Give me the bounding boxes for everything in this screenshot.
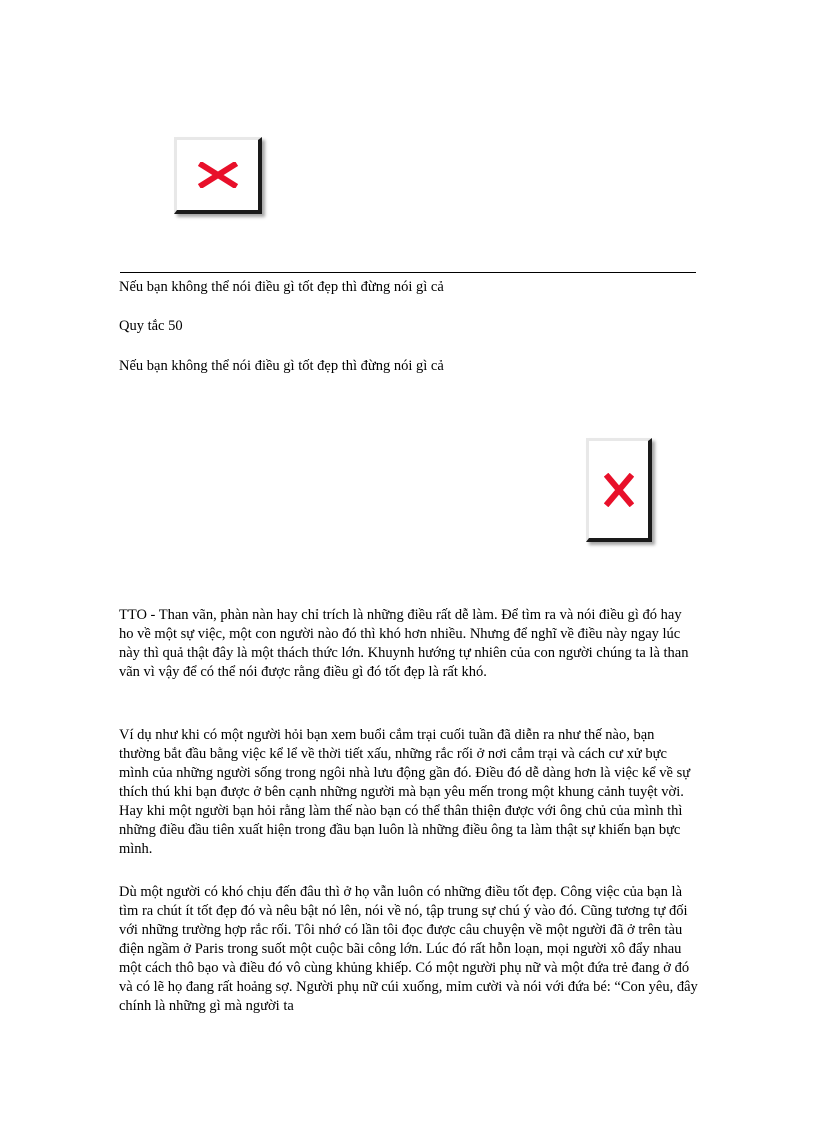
rule-title: Nếu bạn không thể nói điều gì tốt đẹp thì đừng nói gì cả	[119, 358, 444, 374]
paragraph-example	[119, 726, 699, 859]
broken-image-placeholder-top	[174, 137, 262, 214]
paragraph-text: TTO - Than vãn, phàn nàn hay chỉ trích là những điều rất dễ làm. Để tìm ra và nói điều gì đó hay ho về một sự việc, một con người nào đó thì khó hơn nhiều. Nhưng để nghĩ về điều này ngay lúc này thì quả thật đây là một thách thức lớn. Khuynh hướng tự nhiên của con người chúng ta là than vãn vì vậy để có thể nói được rằng điều gì đó tốt đẹp là rất khó.	[119, 607, 689, 680]
rule-label: Quy tắc 50	[119, 318, 183, 334]
paragraph-text: Ví dụ như khi có một người hỏi bạn xem buổi cắm trại cuối tuần đã diễn ra như thế nào, bạn thường bắt đầu bằng việc kể lể về thời tiết xấu, những rắc rối ở nơi cắm trại và cách cư xử bực mình của những người sống trong ngôi nhà lưu động gần đó. Điều đó dễ dàng hơn là việc kể về sự thích thú khi bạn được ở bên cạnh những người mà bạn yêu mến trong một khung cảnh tuyệt vời. Hay khi một người bạn hỏi rằng làm thế nào bạn có thể thân thiện được với ông chủ của mình thì những điều đầu tiên xuất hiện trong đầu bạn luôn là những điều ông ta làm thật sự khiến bạn bực mình.	[119, 727, 691, 857]
header-title: Nếu bạn không thể nói điều gì tốt đẹp thì đừng nói gì cả	[119, 279, 444, 295]
broken-image-placeholder-mid	[586, 438, 652, 542]
paragraph-text: Dù một người có khó chịu đến đâu thì ở họ vẫn luôn có những điều tốt đẹp. Công việc của bạn là tìm ra chút ít tốt đẹp đó và nêu bật nó lên, nói về nó, tập trung sự chú ý vào đó. Cũng tương tự đối với những trường hợp rắc rối. Tôi nhớ có lần tôi đọc được câu chuyện về một người đã ở trên tàu điện ngầm ở Paris trong suốt một cuộc bãi công lớn. Lúc đó rất hỗn loạn, mọi người xô đẩy nhau một cách thô bạo và điều đó vô cùng khủng khiếp. Có một người phụ nữ và một đứa trẻ đang ở đó và có lẽ họ đang rất hoảng sợ. Người phụ nữ cúi xuống, mỉm cười và nói với đứa bé: “Con yêu, đây chính là những gì mà người ta	[119, 884, 698, 1014]
paragraph-intro	[119, 606, 699, 682]
broken-image-icon	[604, 473, 634, 507]
horizontal-divider	[120, 272, 696, 273]
paragraph-story	[119, 883, 699, 1016]
broken-image-icon	[198, 162, 238, 188]
